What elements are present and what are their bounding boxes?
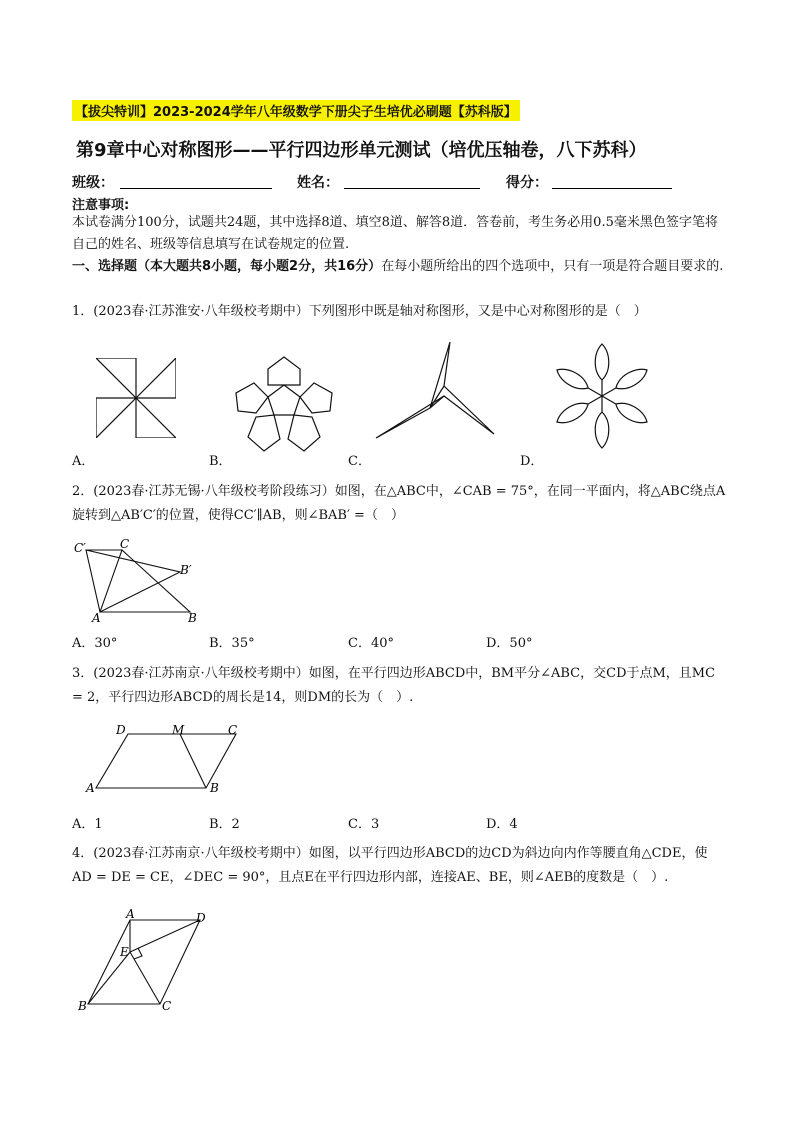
q1-option-d[interactable]: D．	[520, 454, 544, 469]
label-a: A	[86, 781, 95, 795]
leaf	[595, 396, 609, 448]
question-4: 4．(2023春·江苏南京·八年级校考期中）如图，以平行四边形ABCD的边CD为斜边向内作等腰直角△CDE，使AD = DE = CE，∠DEC = 90°，且点E在平行四边形内部，连接AE、BE，则∠AEB的度数是（ ）.	[72, 846, 708, 885]
label-a: A	[92, 611, 101, 624]
score-label: 得分：	[506, 175, 548, 191]
pinwheel-blade	[96, 398, 136, 438]
q4-figure[interactable]	[74, 908, 214, 1014]
q2-figure[interactable]	[72, 538, 202, 624]
outer-pentagon	[288, 415, 320, 451]
section-instructions: 在每小题所给出的四个选项中，只有一项是符合题目要求的.	[381, 259, 724, 274]
question-2: 2．(2023春·江苏无锡·八年级校考阶段练习）如图，在△ABC中，∠CAB = 75°，在同一平面内，将△ABC绕点A旋转到△AB′C′的位置，使得CC′∥AB，则∠BAB′ =（ ）	[72, 484, 726, 523]
segment-ce	[130, 952, 160, 1004]
blade-outline	[376, 342, 494, 438]
label-d: D	[196, 911, 206, 925]
outer-pentagon	[268, 357, 300, 385]
q1-option-a[interactable]: A．	[72, 454, 95, 469]
label-b: B	[78, 999, 87, 1013]
parallelogram-abcd	[96, 734, 236, 788]
leaf	[554, 390, 606, 428]
pinwheel-blade	[136, 398, 176, 438]
class-blank[interactable]	[120, 188, 272, 189]
leaf	[599, 390, 651, 428]
notice-body: 本试卷满分100分，试题共24题，其中选择8道、填空8道、解答8道．答卷前，考生务必用0.5毫米黑色签字笔将自己的姓名、班级等信息填写在试卷规定的位置.	[72, 215, 718, 252]
leaf	[599, 364, 651, 402]
question-3: 3．(2023春·江苏南京·八年级校考期中）如图，在平行四边形ABCD中，BM平分∠ABC，交CD于点M，且MC = 2，平行四边形ABCD的周长是14，则DM的长为（ ）.	[72, 666, 716, 705]
page-title: 第9章中心对称图形——平行四边形单元测试（培优压轴卷，八下苏科）	[76, 140, 647, 161]
notice-heading: 注意事项:	[72, 198, 130, 213]
q3-option-c[interactable]: C．3	[348, 817, 380, 832]
outer-pentagon	[248, 415, 280, 451]
q1-option-c[interactable]: C．	[348, 454, 371, 469]
section-title: 一、选择题（本大题共8小题，每小题2分，共16分）	[72, 259, 382, 274]
q2-option-c[interactable]: C．40°	[348, 636, 394, 651]
name-blank[interactable]	[344, 188, 480, 189]
outer-pentagon	[300, 383, 332, 413]
pinwheel-blade	[136, 358, 176, 398]
pinwheel-figure[interactable]	[96, 358, 176, 438]
q3-figure[interactable]	[82, 722, 246, 798]
class-label: 班级：	[72, 175, 114, 191]
q3-option-d[interactable]: D．4	[486, 817, 518, 832]
label-b-prime: B′	[180, 563, 192, 577]
question-1: 1．(2023春·江苏淮安·八年级校考期中）下列图形中既是轴对称图形，又是中心对称图形的是（ ）	[72, 304, 647, 319]
three-blade-figure[interactable]	[372, 340, 502, 442]
pinwheel-blade	[96, 358, 136, 398]
label-c: C	[228, 723, 238, 737]
leaf-flower-figure[interactable]	[552, 340, 652, 452]
score-blank[interactable]	[552, 188, 672, 189]
label-m: M	[172, 723, 185, 737]
label-a: A	[126, 908, 135, 921]
triangle-abc	[100, 550, 190, 612]
label-b: B	[188, 611, 197, 624]
q2-option-d[interactable]: D．50°	[486, 636, 533, 651]
label-c: C	[120, 538, 130, 551]
label-c: C	[162, 999, 172, 1013]
section-heading	[72, 256, 727, 278]
q2-option-b[interactable]: B．35°	[209, 636, 255, 651]
label-e: E	[120, 945, 129, 959]
pentagon-flower-figure[interactable]	[232, 355, 336, 455]
outer-pentagon	[236, 383, 268, 413]
segment-bm	[180, 734, 206, 788]
center-pentagon	[268, 385, 300, 415]
leaf	[595, 344, 609, 396]
series-banner: 【拔尖特训】2023-2024学年八年级数学下册尖子生培优必刷题【苏科版】	[72, 100, 520, 121]
label-c-prime: C′	[74, 541, 86, 555]
leaf	[554, 364, 606, 402]
q3-option-a[interactable]: A．1	[72, 817, 103, 832]
parallelogram-abcd	[88, 920, 200, 1004]
segment-de	[130, 920, 200, 952]
name-label: 姓名：	[297, 175, 339, 191]
label-d: D	[116, 723, 126, 737]
segment-be	[88, 952, 130, 1004]
label-b: B	[210, 781, 219, 795]
q3-option-b[interactable]: B．2	[209, 817, 240, 832]
q2-option-a[interactable]: A．30°	[72, 636, 118, 651]
q1-option-b[interactable]: B．	[209, 454, 232, 469]
